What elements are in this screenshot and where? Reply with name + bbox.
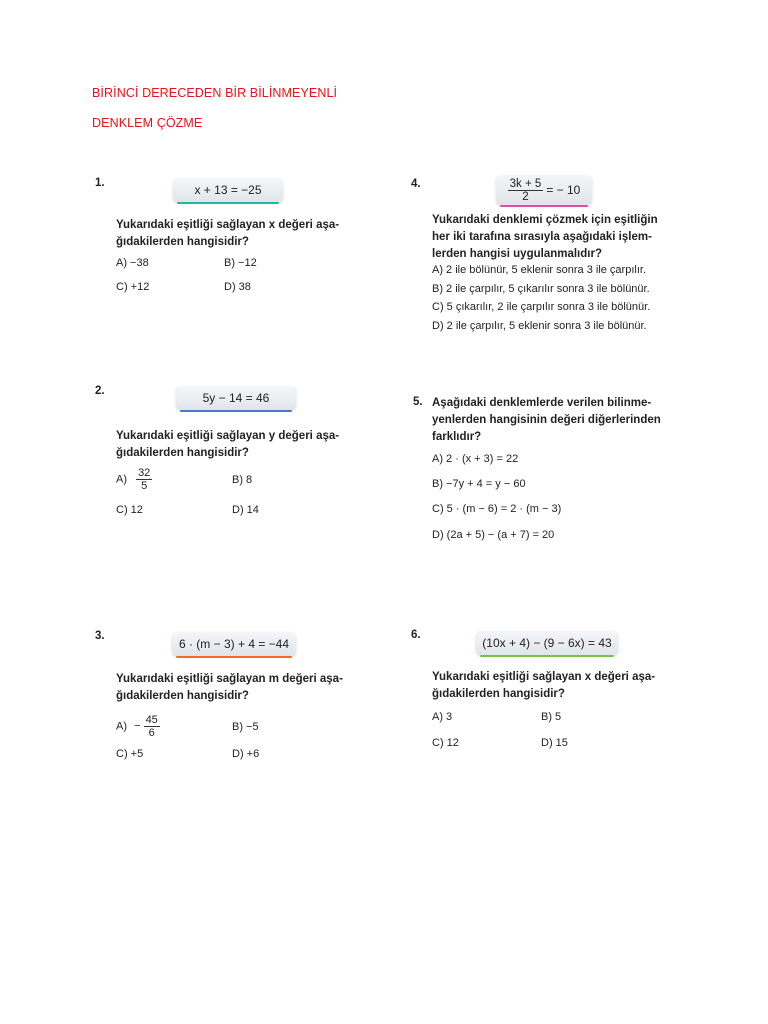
option-a: A) 2 ile bölünür, 5 eklenir sonra 3 ile çarpılır. bbox=[432, 264, 647, 276]
option-c: C) 5 · (m − 6) = 2 · (m − 3) bbox=[432, 503, 562, 515]
question-text bbox=[432, 212, 658, 263]
equation-box bbox=[172, 632, 296, 656]
option-d: D) (2a + 5) − (a + 7) = 20 bbox=[432, 529, 555, 541]
fraction bbox=[144, 714, 160, 739]
question-text-line: Yukarıdaki denklemi çözmek için eşitliğin bbox=[432, 214, 658, 226]
equation: 6 · (m − 3) + 4 = −44 bbox=[178, 637, 290, 651]
equation-underline bbox=[176, 656, 292, 658]
fraction-denominator: 6 bbox=[148, 727, 155, 739]
question-text-line: her iki tarafına sırasıyla aşağıdaki işlem- bbox=[432, 231, 652, 243]
equation-underline bbox=[177, 202, 279, 204]
question-text-line: Aşağıdaki denklemlerde verilen bilinme- bbox=[432, 397, 652, 409]
option-c: C) +5 bbox=[116, 748, 144, 760]
question-text bbox=[432, 669, 655, 703]
question-number: 5. bbox=[413, 396, 423, 408]
question-number: 4. bbox=[411, 178, 421, 190]
fraction bbox=[136, 467, 152, 492]
option-d: D) 14 bbox=[232, 504, 259, 516]
question-text bbox=[116, 671, 343, 705]
option-d: D) 2 ile çarpılır, 5 eklenir sonra 3 ile bölünür. bbox=[432, 320, 647, 332]
option-c: C) 12 bbox=[432, 737, 459, 749]
fraction-sign: − bbox=[134, 720, 141, 733]
fraction-denominator: 5 bbox=[141, 480, 148, 492]
question-text-line: farklıdır? bbox=[432, 431, 482, 443]
option-b: B) 2 ile çarpılır, 5 çıkarılır sonra 3 ile bölünür. bbox=[432, 283, 650, 295]
question-text-line: ğıdakilerden hangisidir? bbox=[116, 236, 249, 248]
equation: (10x + 4) − (9 − 6x) = 43 bbox=[482, 636, 612, 650]
option-b: B) −12 bbox=[224, 257, 257, 269]
option-c: C) 12 bbox=[116, 504, 143, 516]
fraction-numerator: 32 bbox=[138, 467, 151, 479]
question-text-line: yenlerden hangisinin değeri diğerlerinden bbox=[432, 414, 661, 426]
fraction-numerator: 3k + 5 bbox=[509, 177, 542, 190]
question-text-line: Yukarıdaki eşitliği sağlayan x değeri aşa- bbox=[116, 219, 340, 231]
equation-underline bbox=[480, 655, 614, 657]
question-number: 2. bbox=[95, 385, 105, 397]
page-title-line2: DENKLEM ÇÖZME bbox=[92, 116, 203, 130]
option-c: C) 5 çıkarılır, 2 ile çarpılır sonra 3 ile bölünür. bbox=[432, 301, 651, 313]
option-d: D) 38 bbox=[224, 281, 251, 293]
option-b: B) −5 bbox=[232, 721, 259, 733]
option-b: B) −7y + 4 = y − 60 bbox=[432, 478, 526, 490]
equation-box bbox=[496, 175, 592, 205]
option-label: A) bbox=[116, 720, 127, 733]
option-a: A) 3 bbox=[432, 711, 453, 723]
question-text-line: Yukarıdaki eşitliği sağlayan y değeri aşa- bbox=[116, 430, 340, 442]
option-b: B) 5 bbox=[541, 711, 562, 723]
question-text-line: Yukarıdaki eşitliği sağlayan x değeri aşa- bbox=[432, 671, 656, 683]
question-text-line: ğıdakilerden hangisidir? bbox=[116, 447, 249, 459]
fraction-numerator: 45 bbox=[145, 714, 158, 726]
equation: x + 13 = −25 bbox=[194, 183, 262, 197]
equation-box bbox=[173, 178, 283, 202]
question-text bbox=[116, 217, 339, 251]
page-title-line1: BİRİNCİ DERECEDEN BİR BİLİNMEYENLİ bbox=[92, 86, 338, 100]
equation-box bbox=[476, 631, 618, 655]
option-d: D) 15 bbox=[541, 737, 568, 749]
fraction-denominator: 2 bbox=[522, 190, 529, 203]
question-number: 6. bbox=[411, 629, 421, 641]
question-number: 3. bbox=[95, 630, 105, 642]
option-d: D) +6 bbox=[232, 748, 260, 760]
option-a: A) 2 · (x + 3) = 22 bbox=[432, 453, 519, 465]
question-text-line: ğıdakilerden hangisidir? bbox=[432, 688, 565, 700]
equation-underline bbox=[500, 205, 588, 207]
fraction bbox=[508, 178, 544, 203]
question-number: 1. bbox=[95, 177, 105, 189]
equation-underline bbox=[180, 410, 292, 412]
equation-box bbox=[176, 386, 296, 410]
equation: 5y − 14 = 46 bbox=[202, 391, 270, 405]
question-text-line: ğıdakilerden hangisidir? bbox=[116, 690, 249, 702]
option-b: B) 8 bbox=[232, 474, 253, 486]
option-a: A) −38 bbox=[116, 257, 149, 269]
option-a bbox=[116, 467, 152, 492]
option-label: A) bbox=[116, 473, 127, 486]
equation-rest: = − 10 bbox=[546, 183, 581, 197]
question-text-line: Yukarıdaki eşitliği sağlayan m değeri aşa- bbox=[116, 673, 343, 685]
question-text-line: lerden hangisi uygulanmalıdır? bbox=[432, 248, 602, 260]
option-a bbox=[116, 714, 160, 739]
question-text bbox=[116, 428, 339, 462]
option-c: C) +12 bbox=[116, 281, 150, 293]
question-text bbox=[432, 395, 661, 446]
